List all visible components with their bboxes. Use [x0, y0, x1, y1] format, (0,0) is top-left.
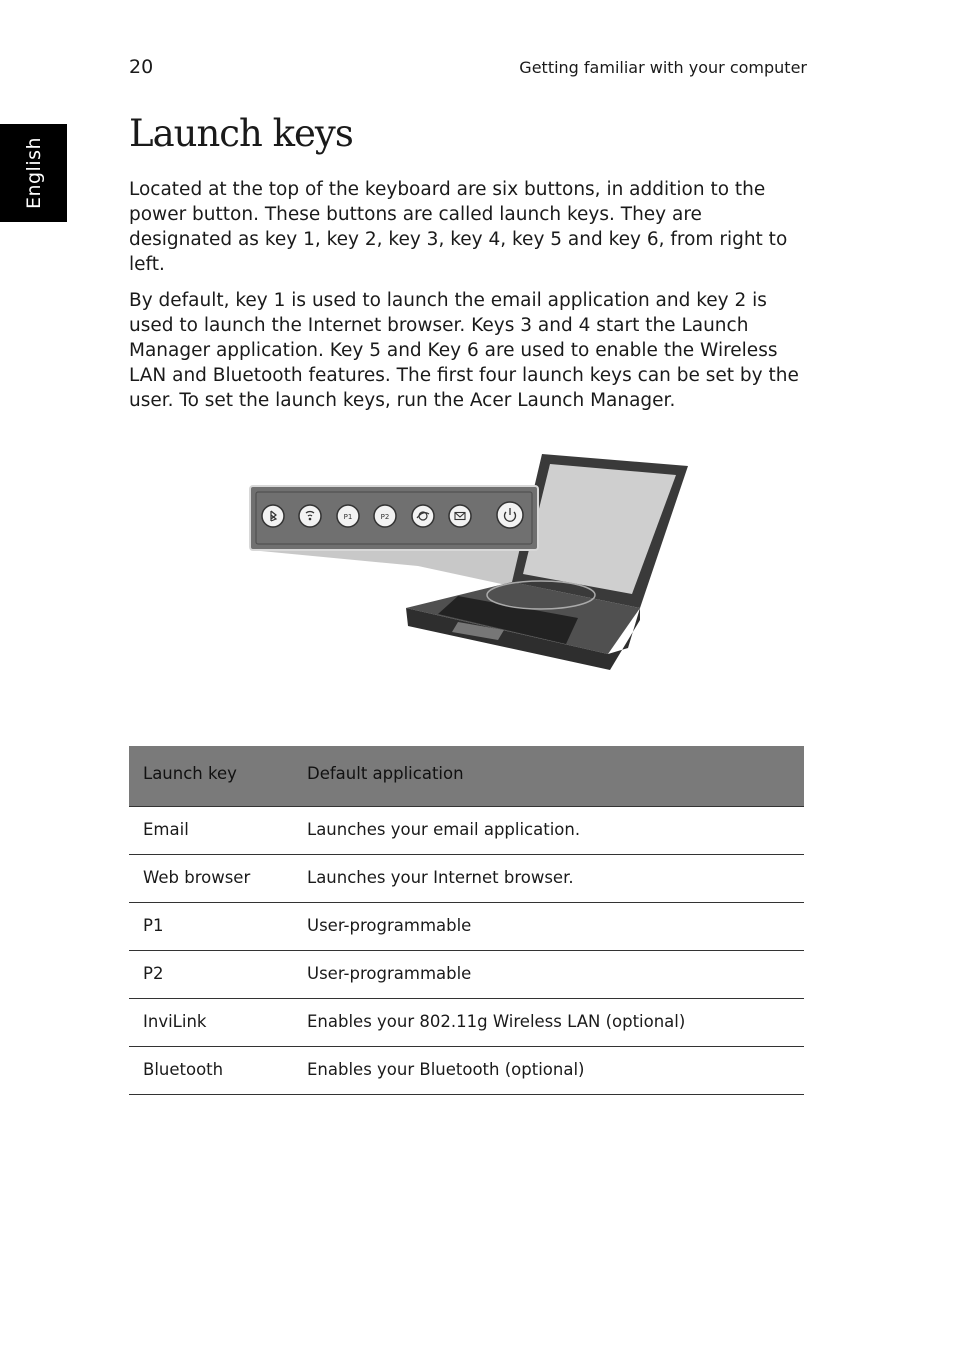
default-application-cell: User-programmable — [293, 951, 804, 999]
launch-key-cell: Email — [129, 807, 293, 855]
browser-icon — [412, 505, 434, 527]
default-application-cell: Launches your email application. — [293, 807, 804, 855]
defaults-paragraph: By default, key 1 is used to launch the email application and key 2 is used to launch the Internet browser. Keys 3 and 4 start the Launch Manager application. Key 5 and Key 6 are used to enable the Wireless LAN and Bluetooth features. The first four launch keys can be set by the user. To set the launch keys, run the Acer Launch Manager. — [129, 290, 799, 411]
email-icon — [449, 505, 471, 527]
laptop-illustration — [248, 448, 698, 698]
column-header-default-application: Default application — [293, 746, 804, 807]
launch-key-cell: P1 — [129, 903, 293, 951]
table-row — [129, 855, 804, 903]
p2-icon — [374, 505, 396, 527]
p2-icon-label: P2 — [380, 513, 390, 521]
launch-key-cell: P2 — [129, 951, 293, 999]
table-row — [129, 1047, 804, 1095]
launch-key-cell: InviLink — [129, 999, 293, 1047]
table-row — [129, 903, 804, 951]
launch-keys-figure — [248, 448, 698, 698]
bluetooth-icon — [262, 505, 284, 527]
table-row — [129, 999, 804, 1047]
power-icon — [497, 502, 523, 528]
launch-keys-table — [129, 746, 804, 1095]
table-header-row — [129, 746, 804, 807]
default-application-cell: Enables your Bluetooth (optional) — [293, 1047, 804, 1095]
table-row — [129, 951, 804, 999]
p1-icon — [337, 505, 359, 527]
language-tab-label: English — [22, 136, 45, 210]
default-application-cell: Launches your Internet browser. — [293, 855, 804, 903]
language-tab — [0, 124, 67, 222]
page-title: Launch keys — [129, 112, 353, 155]
wireless-icon — [299, 505, 321, 527]
column-header-launch-key: Launch key — [129, 746, 293, 807]
running-header: Getting familiar with your computer — [519, 58, 807, 77]
laptop-screen — [523, 464, 676, 594]
default-application-cell: User-programmable — [293, 903, 804, 951]
intro-paragraph: Located at the top of the keyboard are six buttons, in addition to the power button. These buttons are called launch keys. They are designated as key 1, key 2, key 3, key 4, key 5 and key 6, from right to left. — [129, 179, 788, 275]
launch-key-cell: Bluetooth — [129, 1047, 293, 1095]
table-row — [129, 807, 804, 855]
launch-key-cell: Web browser — [129, 855, 293, 903]
p1-icon-label: P1 — [343, 513, 353, 521]
page-number: 20 — [129, 56, 154, 78]
default-application-cell: Enables your 802.11g Wireless LAN (optional) — [293, 999, 804, 1047]
